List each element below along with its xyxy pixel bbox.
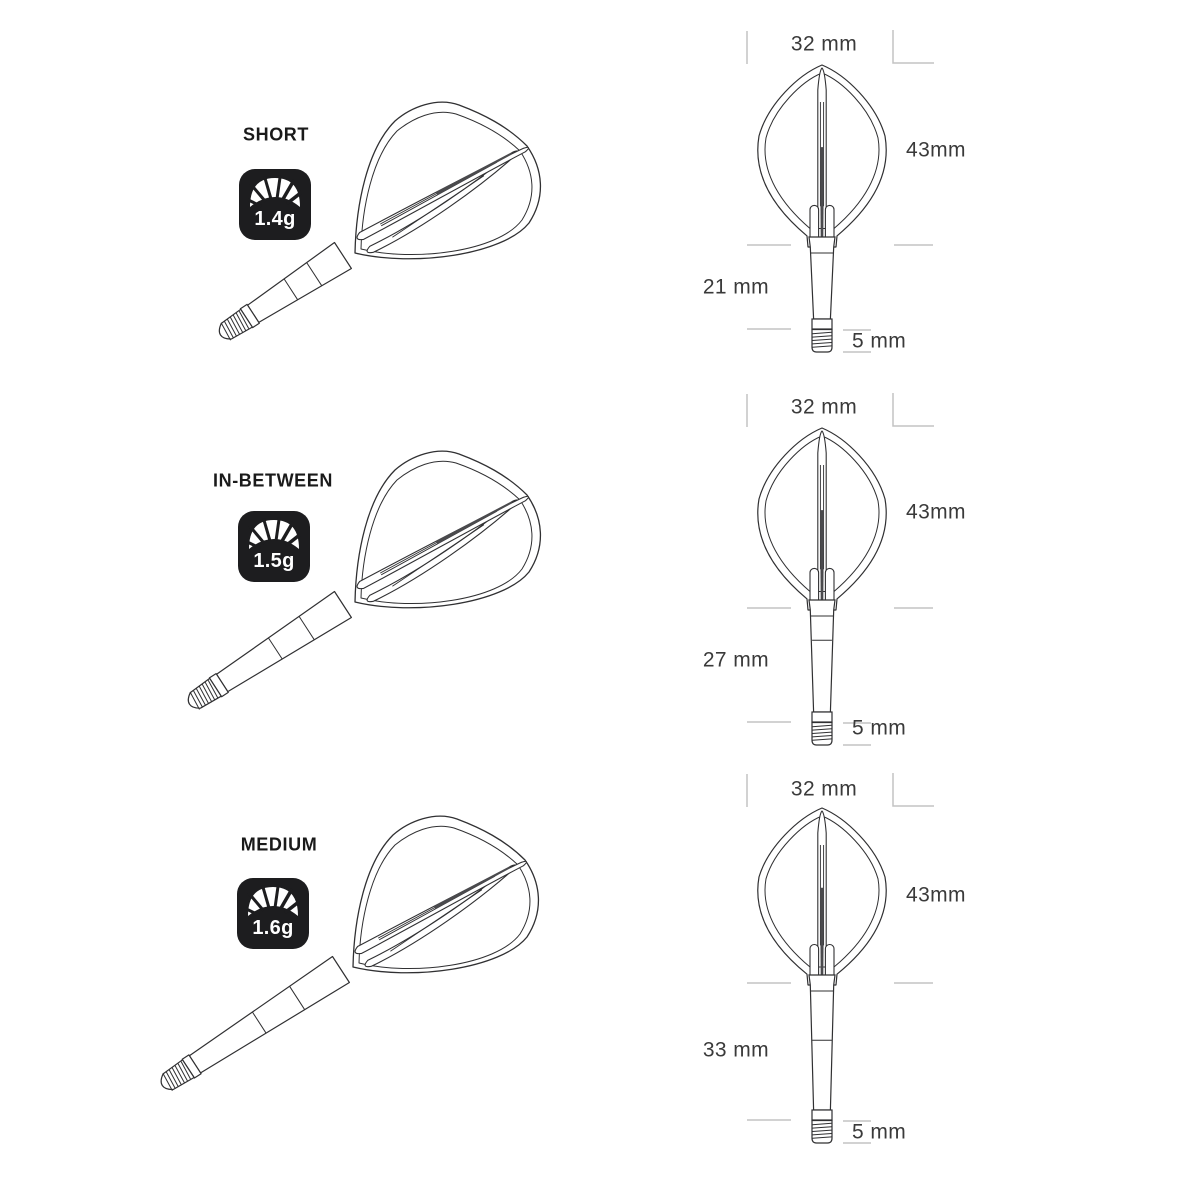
weight-badge bbox=[237, 878, 309, 949]
weight-badge bbox=[238, 511, 310, 582]
dim-flight-width: 32 mm bbox=[790, 777, 858, 801]
dim-shaft-length: 33 mm bbox=[702, 1038, 769, 1062]
weight-scale-icon bbox=[247, 517, 301, 551]
badge-weight-value: 1.4g bbox=[254, 208, 296, 230]
dim-flight-height: 43mm bbox=[906, 500, 966, 524]
weight-scale-icon bbox=[246, 884, 300, 918]
dim-shaft-length: 21 mm bbox=[702, 275, 769, 299]
dim-thread-length: 5 mm bbox=[852, 1120, 907, 1144]
weight-badge bbox=[239, 169, 311, 240]
weight-scale-icon bbox=[248, 175, 302, 209]
dim-flight-height: 43mm bbox=[906, 883, 966, 907]
dim-thread-length: 5 mm bbox=[852, 329, 907, 353]
dim-shaft-length: 27 mm bbox=[702, 648, 769, 672]
dim-flight-height: 43mm bbox=[906, 138, 966, 162]
size-label: MEDIUM bbox=[240, 834, 318, 855]
dim-flight-width: 32 mm bbox=[790, 395, 858, 419]
size-label: IN-BETWEEN bbox=[213, 470, 333, 491]
badge-weight-value: 1.6g bbox=[252, 917, 294, 939]
size-label: SHORT bbox=[243, 124, 309, 145]
badge-weight-value: 1.5g bbox=[253, 550, 295, 572]
dim-thread-length: 5 mm bbox=[852, 716, 907, 740]
dim-flight-width: 32 mm bbox=[790, 32, 858, 56]
